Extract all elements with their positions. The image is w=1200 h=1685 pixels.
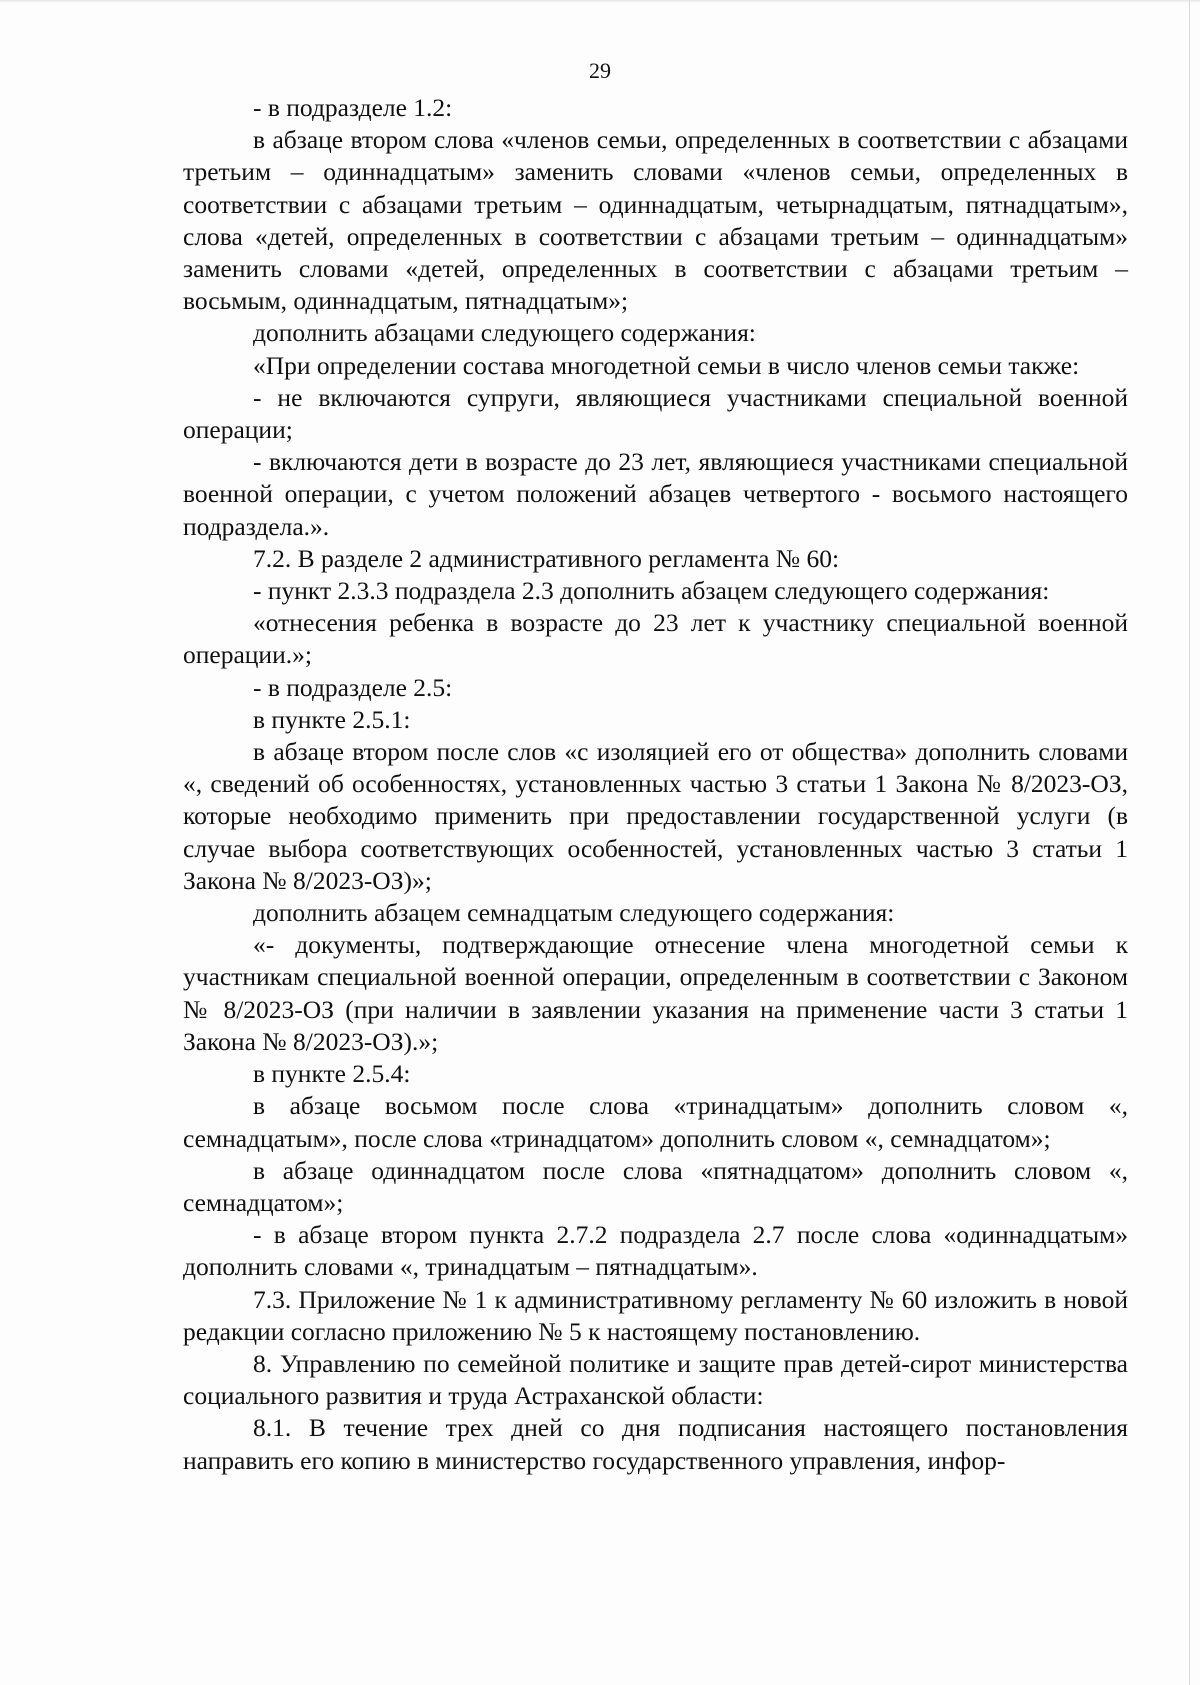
paragraph: «- документы, подтверждающие отнесение члена многодетной семьи к участникам специальной военной операции, определенным в соответствии с Законом № 8/2023-ОЗ (при наличии в заявлении указания на применение части 3 статьи 1 Закона № 8/2023-ОЗ).»;: [183, 930, 1128, 1056]
paragraph: - не включаются супруги, являющиеся участниками специальной военной операции;: [183, 382, 1128, 445]
paragraph: в абзаце одиннадцатом после слова «пятнадцатом» дополнить словом «, семнадцатом»;: [183, 1155, 1128, 1217]
paragraph: - в абзаце втором пункта 2.7.2 подраздела 2.7 после слова «одиннадцатым» дополнить словами «, тринадцатым – пятнадцатым».: [183, 1220, 1128, 1282]
paragraph: в абзаце втором после слов «с изоляцией его от общества» дополнить словами «, сведений об особенностях, установленных частью 3 статьи 1 Закона № 8/2023-ОЗ, которые необходимо применить при предоставлении государственной услуги (в случае выбора соответствующих особенностей, установленных частью 3 статьи 1 Закона № 8/2023-ОЗ)»;: [183, 737, 1128, 895]
paragraph: - в подразделе 2.5:: [253, 672, 453, 702]
paragraph: «отнесения ребенка в возрасте до 23 лет к участнику специальной военной операции.»;: [183, 608, 1128, 670]
document-body: [183, 92, 1128, 1477]
paragraph: дополнить абзацем семнадцатым следующего содержания:: [253, 898, 895, 928]
paragraph: 7.2. В разделе 2 административного регламента № 60:: [253, 543, 840, 573]
paragraph: в пункте 2.5.4:: [253, 1059, 411, 1089]
paragraph: 8.1. В течение трех дней со дня подписания настоящего постановления направить его копию в министерство государственного управления, инфор-: [183, 1413, 1128, 1475]
paragraph: - пункт 2.3.3 подраздела 2.3 дополнить абзацем следующего содержания:: [253, 576, 1050, 606]
paragraph: в пункте 2.5.1:: [253, 704, 411, 734]
paragraph: 7.3. Приложение № 1 к административному регламенту № 60 изложить в новой редакции согласно приложению № 5 к настоящему постановлению.: [183, 1284, 1128, 1346]
scan-edge-right: [1189, 0, 1190, 1685]
scan-edge-top: [0, 0, 1200, 3]
paragraph: «При определении состава многодетной семьи в число членов семьи также:: [253, 350, 1080, 380]
paragraph: 8. Управлению по семейной политике и защите прав детей-сирот министерства социального развития и труда Астраханской области:: [183, 1348, 1128, 1411]
paragraph: дополнить абзацами следующего содержания:: [253, 318, 756, 348]
paragraph: - включаются дети в возрасте до 23 лет, являющиеся участниками специальной военной операции, с учетом положений абзацев четвертого - восьмого настоящего подраздела.».: [183, 447, 1128, 541]
page-number: 29: [589, 58, 611, 83]
paragraph: в абзаце втором слова «членов семьи, определенных в соответствии с абзацами третьим – одиннадцатым» заменить словами «членов семьи, определенных в соответствии с абзацами третьим – одиннадцатым, четырнадцатым, пятнадцатым», слова «детей, определенных в соответствии с абзацами третьим – одиннадцатым» заменить словами «детей, определенных в соответствии с абзацами третьим – восьмым, одиннадцатым, пятнадцатым»;: [183, 125, 1128, 316]
paragraph: в абзаце восьмом после слова «тринадцатым» дополнить словом «, семнадцатым», после слова «тринадцатом» дополнить словом «, семнадцатом»;: [183, 1091, 1128, 1153]
paragraph: - в подразделе 1.2:: [253, 93, 453, 122]
